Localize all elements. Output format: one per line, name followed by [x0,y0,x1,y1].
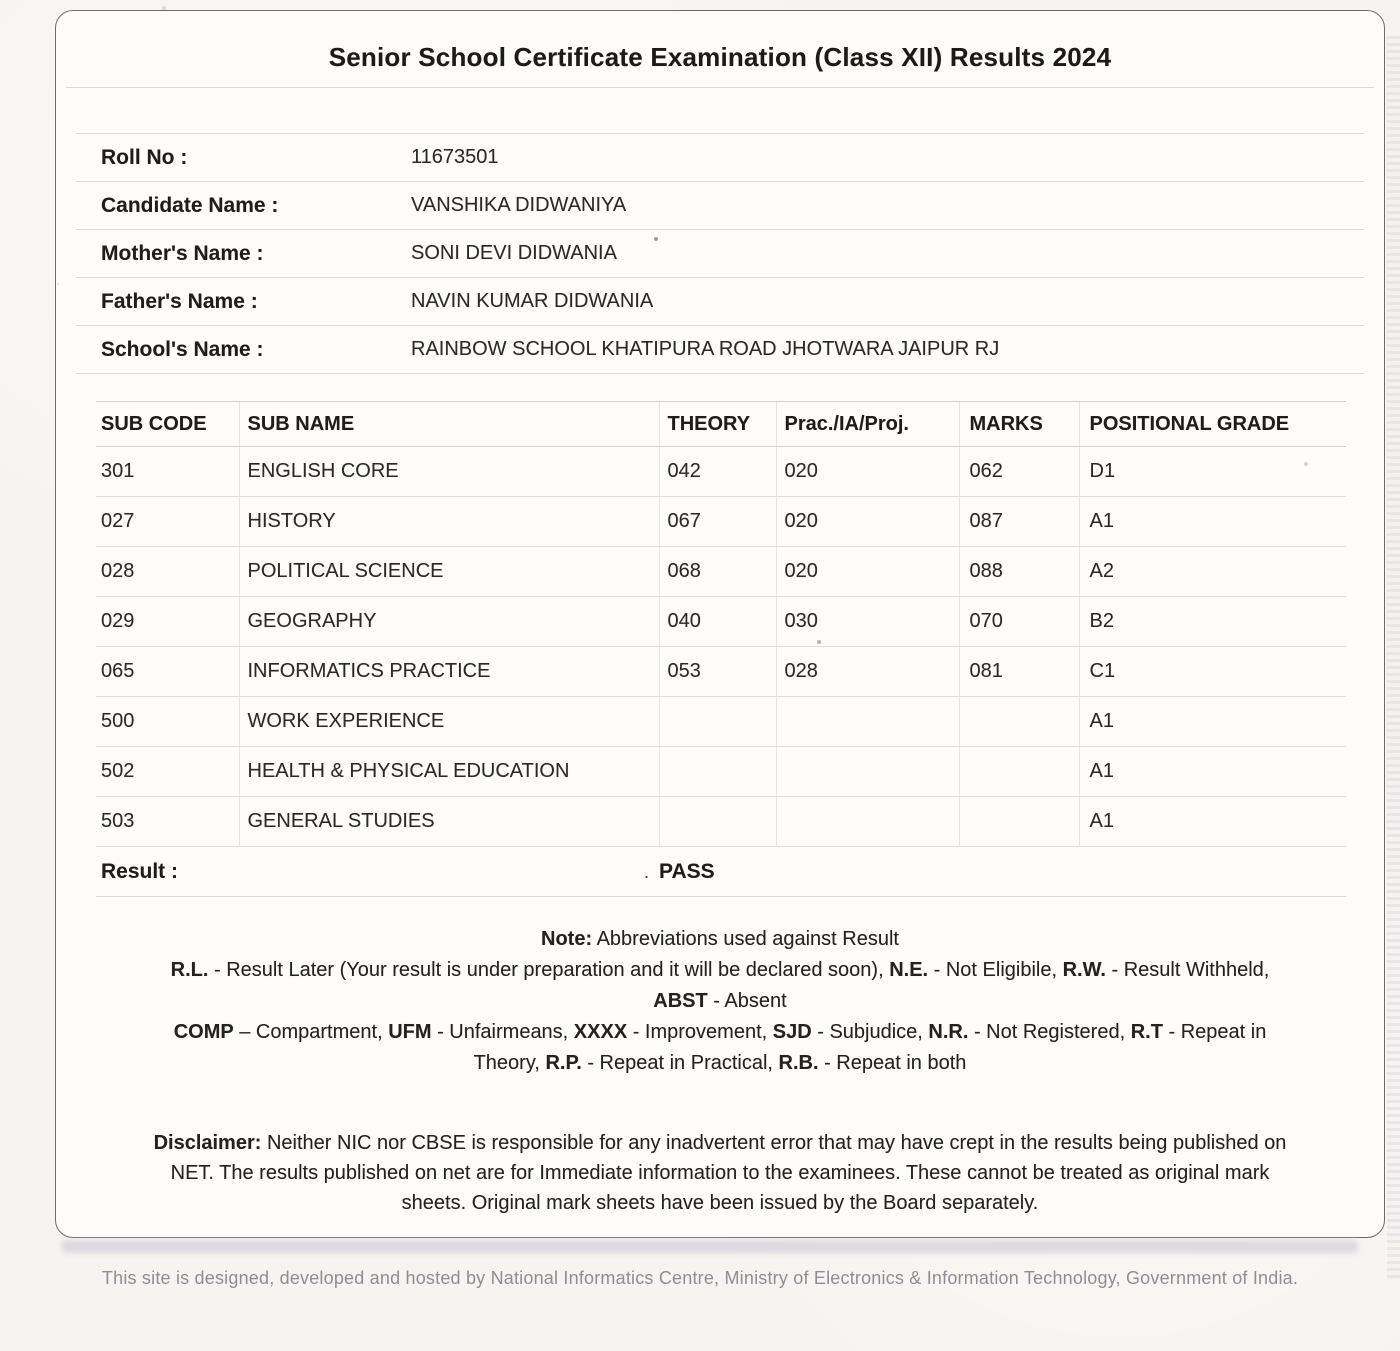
cell-positional-grade: A1 [1079,747,1346,797]
info-row [76,182,1364,230]
info-row [76,326,1364,374]
note-line: R.L. - Result Later (Your result is under preparation and it will be declared soon), N.E. - Not Eligibile, R.W. - Result Withheld, [170,959,1270,981]
info-label: School's Name : [101,337,264,361]
cell-theory: 068 [659,547,776,597]
info-row [76,278,1364,326]
cell-sub-code: 500 [96,697,239,747]
info-label: Mother's Name : [101,241,264,265]
note-line: COMP – Compartment, UFM - Unfairmeans, XXXX - Improvement, SJD - Subjudice, N.R. - Not Registered, R.T - Repeat in [173,1021,1267,1043]
disclaimer-line: sheets. Original mark sheets have been issued by the Board separately. [401,1192,1039,1214]
note-line: Theory, R.P. - Repeat in Practical, R.B. - Repeat in both [473,1052,967,1074]
scan-speckles [0,0,2,2]
cell-prac-ia-proj: 020 [776,447,959,497]
cell-sub-code: 029 [96,597,239,647]
cell-theory: 053 [659,647,776,697]
cell-theory [659,797,776,847]
info-value: VANSHIKA DIDWANIYA [411,194,627,216]
cell-marks [959,797,1079,847]
cell-sub-code: 065 [96,647,239,697]
marks-table [96,401,1346,847]
abbreviations-note [56,924,1384,1079]
cell-sub-name: WORK EXPERIENCE [239,697,659,747]
cell-sub-name: HISTORY [239,497,659,547]
info-label: Roll No : [101,145,188,169]
result-label: Result : [101,859,179,883]
cell-theory: 042 [659,447,776,497]
scan-artifact-dot: . [644,861,650,882]
disclaimer-line: Disclaimer: Neither NIC nor CBSE is responsible for any inadvertent error that may have crept in the results being published on [153,1132,1287,1154]
header-prac-ia-proj: Prac./IA/Proj. [776,402,959,447]
info-label: Candidate Name : [101,193,279,217]
cell-theory: 040 [659,597,776,647]
marks-header-row [96,402,1346,447]
result-card [55,10,1385,1238]
cell-prac-ia-proj [776,797,959,847]
card-shadow [62,1240,1358,1253]
cell-sub-name: HEALTH & PHYSICAL EDUCATION [239,747,659,797]
cell-positional-grade: D1 [1079,447,1346,497]
result-row [96,847,1346,897]
cell-sub-name: INFORMATICS PRACTICE [239,647,659,697]
cell-positional-grade: B2 [1079,597,1346,647]
cell-sub-code: 301 [96,447,239,497]
cell-sub-code: 028 [96,547,239,597]
info-value: RAINBOW SCHOOL KHATIPURA ROAD JHOTWARA JAIPUR RJ [411,338,1000,360]
candidate-info-section [76,133,1364,374]
result-value-wrap [644,860,715,884]
header-marks: MARKS [959,402,1079,447]
cell-sub-code: 502 [96,747,239,797]
cell-sub-name: ENGLISH CORE [239,447,659,497]
cell-marks: 088 [959,547,1079,597]
table-row [96,697,1346,747]
header-sub-name: SUB NAME [239,402,659,447]
cell-sub-code: 027 [96,497,239,547]
cell-marks: 062 [959,447,1079,497]
cell-positional-grade: A2 [1079,547,1346,597]
table-row [96,447,1346,497]
footer-text: This site is designed, developed and hosted by National Informatics Centre, Ministry of Electronics & Information Technology, Government of India. [101,1268,1299,1288]
cell-prac-ia-proj [776,747,959,797]
info-row [76,133,1364,182]
cell-theory: 067 [659,497,776,547]
table-row [96,497,1346,547]
table-row [96,647,1346,697]
table-row [96,597,1346,647]
disclaimer-line: NET. The results published on net are for Immediate information to the examinees. These cannot be treated as original mark [170,1162,1270,1184]
scan-edge-noise [1387,36,1400,1280]
disclaimer [100,1128,1340,1218]
cell-prac-ia-proj: 030 [776,597,959,647]
cell-marks: 070 [959,597,1079,647]
table-row [96,747,1346,797]
header-sub-code: SUB CODE [96,402,239,447]
cell-positional-grade: A1 [1079,797,1346,847]
cell-positional-grade: A1 [1079,497,1346,547]
info-label: Father's Name : [101,289,258,313]
table-row [96,797,1346,847]
cell-marks: 081 [959,647,1079,697]
info-row [76,230,1364,278]
cell-sub-name: GENERAL STUDIES [239,797,659,847]
cell-sub-name: POLITICAL SCIENCE [239,547,659,597]
cell-sub-name: GEOGRAPHY [239,597,659,647]
cell-sub-code: 503 [96,797,239,847]
header-positional-grade: POSITIONAL GRADE [1079,402,1346,447]
cell-positional-grade: A1 [1079,697,1346,747]
header-theory: THEORY [659,402,776,447]
cell-marks [959,747,1079,797]
cell-marks: 087 [959,497,1079,547]
cell-positional-grade: C1 [1079,647,1346,697]
info-value: SONI DEVI DIDWANIA [411,242,617,264]
cell-prac-ia-proj: 020 [776,547,959,597]
cell-prac-ia-proj: 028 [776,647,959,697]
note-heading: Note: Abbreviations used against Result [541,928,899,950]
note-line: ABST - Absent [653,990,787,1012]
cell-theory [659,747,776,797]
result-status: PASS [659,859,715,883]
info-value: 11673501 [411,146,499,168]
note-lines [56,955,1384,1079]
cell-marks [959,697,1079,747]
table-row [96,547,1346,597]
cell-prac-ia-proj [776,697,959,747]
cell-theory [659,697,776,747]
cell-prac-ia-proj: 020 [776,497,959,547]
title-divider [66,87,1374,88]
page-title: Senior School Certificate Examination (Class XII) Results 2024 [328,42,1112,72]
info-value: NAVIN KUMAR DIDWANIA [411,290,654,312]
